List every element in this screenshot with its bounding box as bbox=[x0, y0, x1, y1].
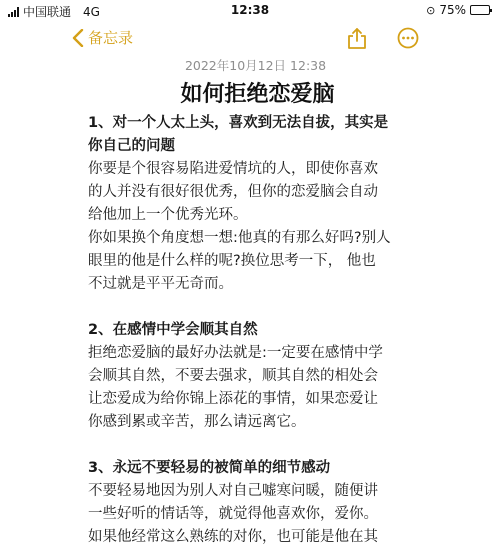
back-label: 备忘录 bbox=[88, 29, 134, 47]
paragraph-line: 一些好听的情话等，就觉得他喜欢你，爱你。 bbox=[88, 506, 378, 522]
blank-line bbox=[88, 296, 433, 319]
nav-bar bbox=[0, 24, 500, 54]
paragraph-line: 如果他经常这么熟练的对你，也可能是他在其 bbox=[88, 529, 378, 545]
paragraph-line: 你如果换个角度想一想:他真的有那么好吗?别人 bbox=[88, 230, 391, 246]
status-right bbox=[426, 3, 490, 17]
note-lines bbox=[88, 112, 433, 549]
section-heading: 2、在感情中学会顺其自然 bbox=[88, 322, 258, 338]
paragraph-line: 拒绝恋爱脑的最好办法就是:一定要在感情中学 bbox=[88, 345, 383, 361]
more-icon[interactable] bbox=[397, 27, 419, 49]
section-heading: 1、对一个人太上头，喜欢到无法自拔，其实是 bbox=[88, 115, 389, 131]
section-heading: 你自己的问题 bbox=[88, 138, 175, 154]
share-icon[interactable] bbox=[346, 26, 368, 50]
status-time: 12:38 bbox=[230, 3, 270, 17]
paragraph-line: 的人并没有很好很优秀，但你的恋爱脑会自动 bbox=[88, 184, 378, 200]
battery-percent: 75% bbox=[439, 3, 466, 17]
status-bar bbox=[0, 0, 500, 20]
battery-icon bbox=[470, 5, 490, 15]
paragraph-line: 你感到累或辛苦，那么请远离它。 bbox=[88, 414, 306, 430]
paragraph-line: 不过就是平平无奇而。 bbox=[88, 276, 233, 292]
paragraph-line: 你要是个很容易陷进爱情坑的人，即使你喜欢 bbox=[88, 161, 378, 177]
chevron-left-icon bbox=[72, 29, 84, 47]
paragraph-line: 给他加上一个优秀光环。 bbox=[88, 207, 248, 223]
paragraph-line: 不要轻易地因为别人对自己嘘寒问暖，随便讲 bbox=[88, 483, 378, 499]
paragraph-line: 会顺其自然，不要去强求，顺其自然的相处会 bbox=[88, 368, 378, 384]
paragraph-line: 眼里的他是什么样的呢?换位思考一下， 他也 bbox=[88, 253, 376, 269]
section-heading: 3、永远不要轻易的被简单的细节感动 bbox=[88, 460, 331, 476]
back-button[interactable] bbox=[72, 27, 133, 48]
note-body[interactable] bbox=[88, 56, 433, 549]
paragraph-line: 让恋爱成为给你锦上添花的事情，如果恋爱让 bbox=[88, 391, 378, 407]
note-date: 2022年10月12日 12:38 bbox=[184, 58, 327, 73]
note-title: 如何拒绝恋爱脑 bbox=[180, 82, 335, 107]
alarm-icon: ⊙ bbox=[426, 3, 436, 17]
blank-line bbox=[88, 434, 433, 457]
carrier-label: 中国联通 bbox=[23, 5, 72, 19]
network-label: 4G bbox=[83, 4, 100, 19]
